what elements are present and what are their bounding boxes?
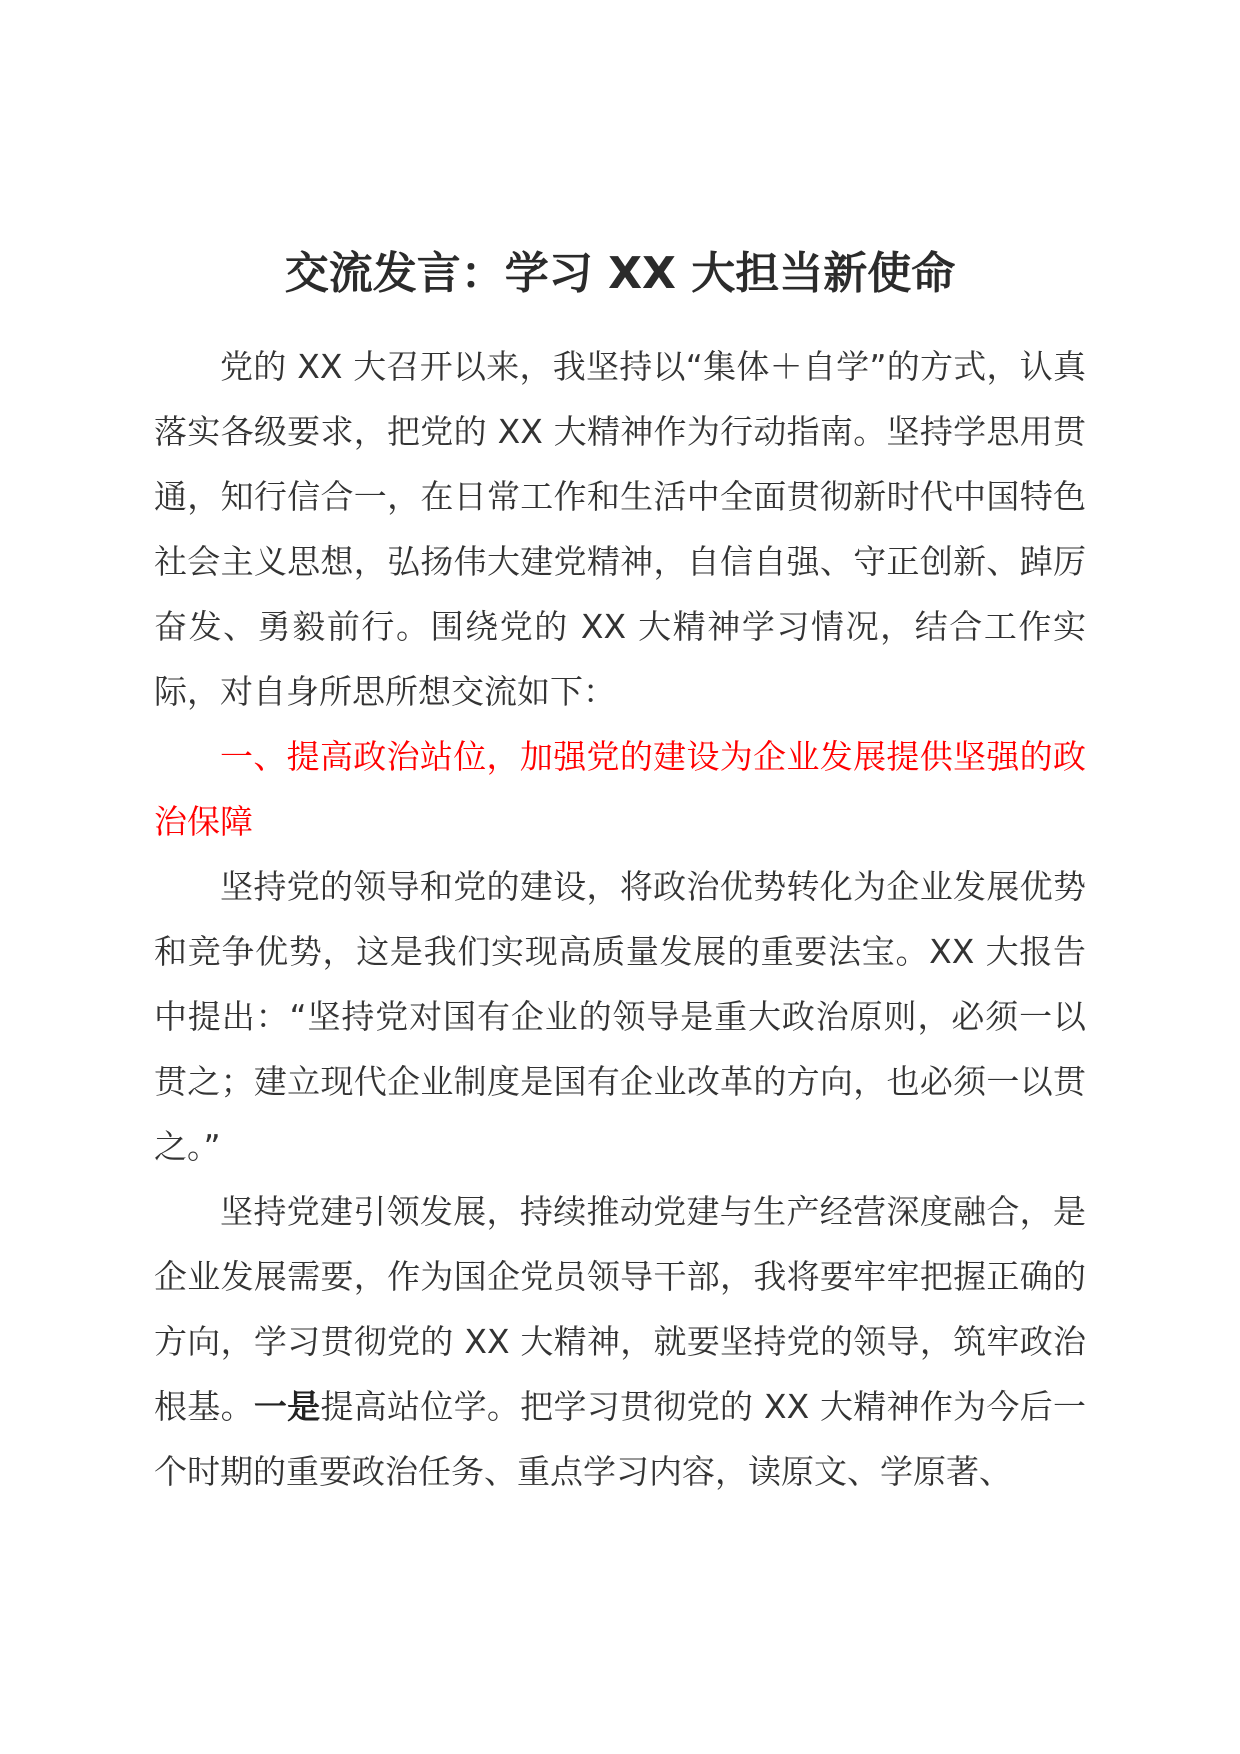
paragraph-intro: 党的 XX 大召开以来，我坚持以“集体＋自学”的方式，认真落实各级要求，把党的 XX 大精神作为行动指南。坚持学思用贯通，知行信合一，在日常工作和生活中全面贯彻新时代中国特色社会主义思想，弘扬伟大建党精神，自信自强、守正创新、踔厉奋发、勇毅前行。围绕党的 XX 大精神学习情况，结合工作实际，对自身所思所想交流如下： — [154, 347, 1086, 711]
document-title: 交流发言：学习 XX 大担当新使命 — [284, 248, 956, 299]
document-body — [154, 334, 1086, 1504]
paragraph-3-start-text: 坚持党建引领发展，持续推动党建与生产经营深度融合，是企业发展需要，作为国企党员领导干部，我将要牢牢把握正确的方向，学习贯彻党的 XX 大精神，就要坚持党的领导，筑牢政治根基。 — [154, 1192, 1086, 1426]
paragraph-3-end-text: 提高站位学。把学习贯彻党的 XX 大精神作为今后一个时期的重要政治任务、重点学习内容，读原文、学原著、 — [154, 1387, 1086, 1491]
paragraph-party-building — [154, 1179, 1086, 1504]
paragraph-party-leadership: 坚持党的领导和党的建设，将政治优势转化为企业发展优势和竞争优势，这是我们实现高质量发展的重要法宝。XX 大报告中提出：“坚持党对国有企业的领导是重大政治原则，必须一以贯之；建立现代企业制度是国有企业改革的方向，也必须一以贯之。” — [154, 867, 1086, 1166]
section-heading-1: 一、提高政治站位，加强党的建设为企业发展提供坚强的政治保障 — [154, 737, 1086, 841]
bold-lead-text: 一是 — [253, 1387, 321, 1426]
